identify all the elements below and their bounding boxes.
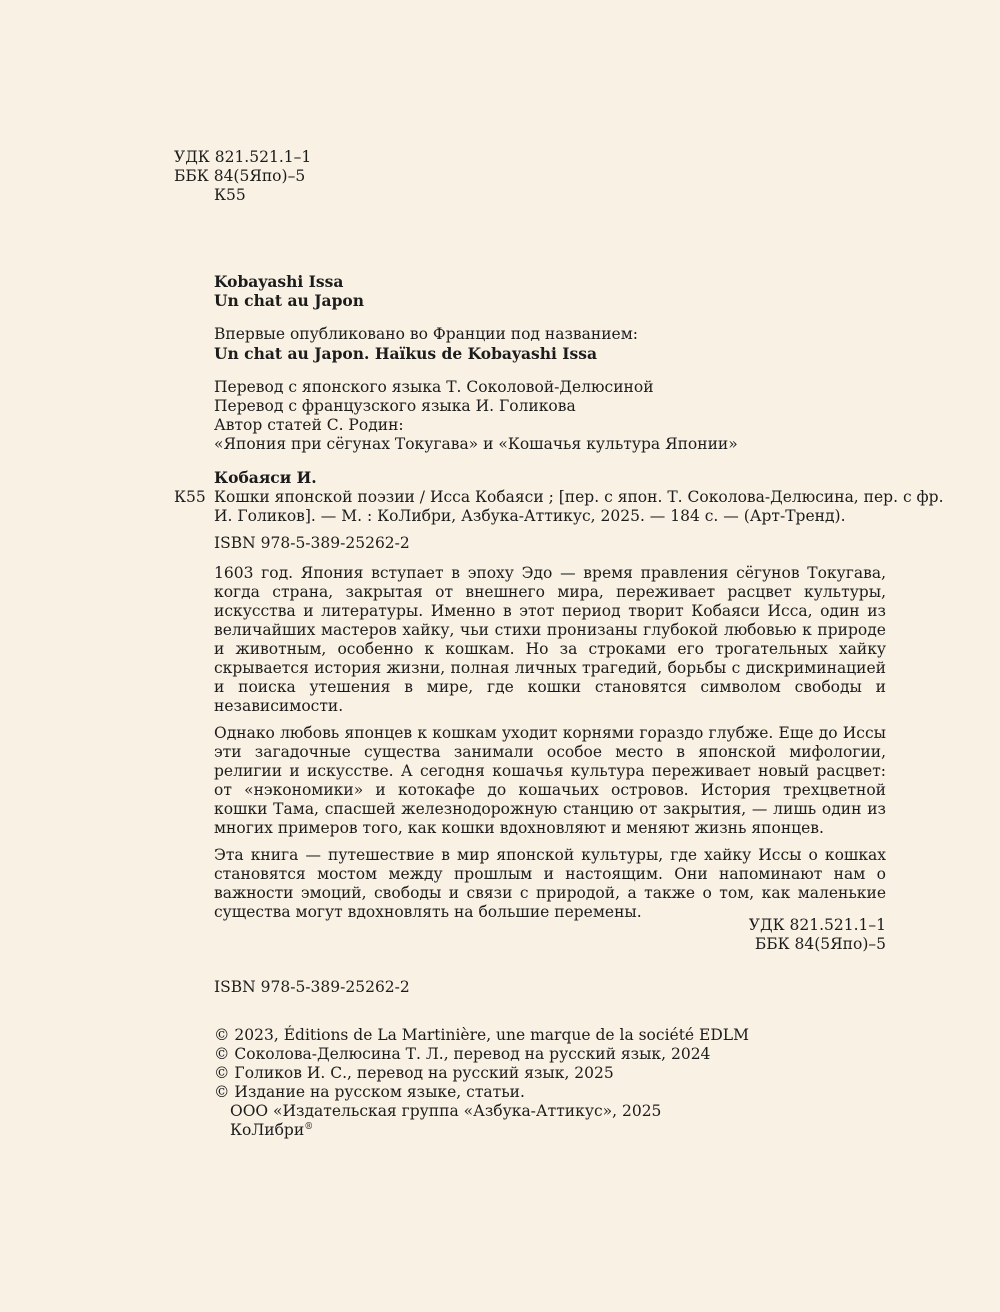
copyright-block <box>214 1026 886 1140</box>
original-title: Un chat au Japon <box>214 291 365 310</box>
credit-line: Перевод с французского языка И. Голикова <box>214 397 576 415</box>
copyright-imprint-line <box>214 1121 886 1140</box>
annotation-paragraph: 1603 год. Япония вступает в эпоху Эдо — время правления сёгунов Токугава, когда страна, закрытая от внешнего мира, переживает расцвет культуры, искусства и литературы. Именно в этот период творит Кобаяси Исса, один из величайших мастеров хайку, чьи стихи пронизаны глубокой любовью к природе и животным, особенно к кошкам. Но за строками его трогательных хайку скрывается история жизни, полная личных трагедий, борьбы с дискриминацией и поиска утешения в мире, где кошки становятся символом свободы и независимости. <box>214 564 886 715</box>
credits-block <box>214 378 886 454</box>
annotation-paragraph: Эта книга — путешествие в мир японской культуры, где хайку Иссы о кошках становятся мостом между прошлым и настоящим. Они напоминают нам о важности эмоций, свободы и связи с природой, а также о том, как маленькие существа могут вдохновлять на большие перемены. <box>214 846 886 921</box>
credit-line: «Япония при сёгунах Токугава» и «Кошачья культура Японии» <box>214 435 738 453</box>
credit-line: Автор статей С. Родин: <box>214 416 404 434</box>
copyright-line: © Соколова-Делюсина Т. Л., перевод на русский язык, 2024 <box>214 1045 711 1063</box>
udk-code: УДК 821.521.1–1 <box>748 916 886 934</box>
bibliographic-side-mark: К55 <box>174 488 206 506</box>
annotation <box>214 564 886 930</box>
author-mark: К55 <box>214 186 246 204</box>
copyright-line: © 2023, Éditions de La Martinière, une marque de la société EDLM <box>214 1026 749 1044</box>
copyright-imprint: КоЛибри <box>230 1121 305 1139</box>
udk-block-bottom <box>749 916 886 954</box>
udk-code: УДК 821.521.1–1 <box>174 148 312 166</box>
annotation-paragraph: Однако любовь японцев к кошкам уходит корнями гораздо глубже. Еще до Иссы эти загадочные существа занимали особое место в японской мифологии, религии и искусстве. А сегодня кошачья культура переживает новый расцвет: от «нэкономики» и котокафе до кошачьих островов. История трехцветной кошки Тама, спасшей железнодорожную станцию от закрытия, — лишь один из многих примеров того, как кошки вдохновляют и меняют жизнь японцев. <box>214 724 886 837</box>
udk-block-top <box>174 148 311 205</box>
first-published-label: Впервые опубликовано во Франции под названием: <box>214 325 638 343</box>
bbk-code: ББК 84(5Япо)–5 <box>754 935 886 953</box>
original-author: Kobayashi Issa <box>214 272 344 291</box>
first-published-block <box>214 325 886 363</box>
bbk-code: ББК 84(5Япо)–5 <box>174 167 306 185</box>
first-published-title: Un chat au Japon. Haïkus de Kobayashi Issa <box>214 344 598 363</box>
original-title-block <box>214 272 886 310</box>
isbn-bottom: ISBN 978-5-389-25262-2 <box>214 978 410 996</box>
registered-mark: ® <box>304 1121 314 1132</box>
bibliographic-description <box>214 488 944 526</box>
isbn-main: ISBN 978-5-389-25262-2 <box>214 534 410 552</box>
bib-line: Кошки японской поэзии / Исса Кобаяси ; [пер. с япон. Т. Соколова-Делюсина, пер. с фр. <box>214 488 944 506</box>
bibliographic-author: Кобаяси И. <box>214 468 317 487</box>
copyright-publisher: ООО «Издательская группа «Азбука-Аттикус», 2025 <box>230 1102 662 1120</box>
credit-line: Перевод с японского языка Т. Соколовой-Делюсиной <box>214 378 654 396</box>
bib-line: И. Голиков]. — М. : КоЛибри, Азбука-Аттикус, 2025. — 184 с. — (Арт-Тренд). <box>214 507 846 525</box>
copyright-line: © Издание на русском языке, статьи. <box>214 1083 525 1101</box>
copyright-line: © Голиков И. С., перевод на русский язык, 2025 <box>214 1064 614 1082</box>
